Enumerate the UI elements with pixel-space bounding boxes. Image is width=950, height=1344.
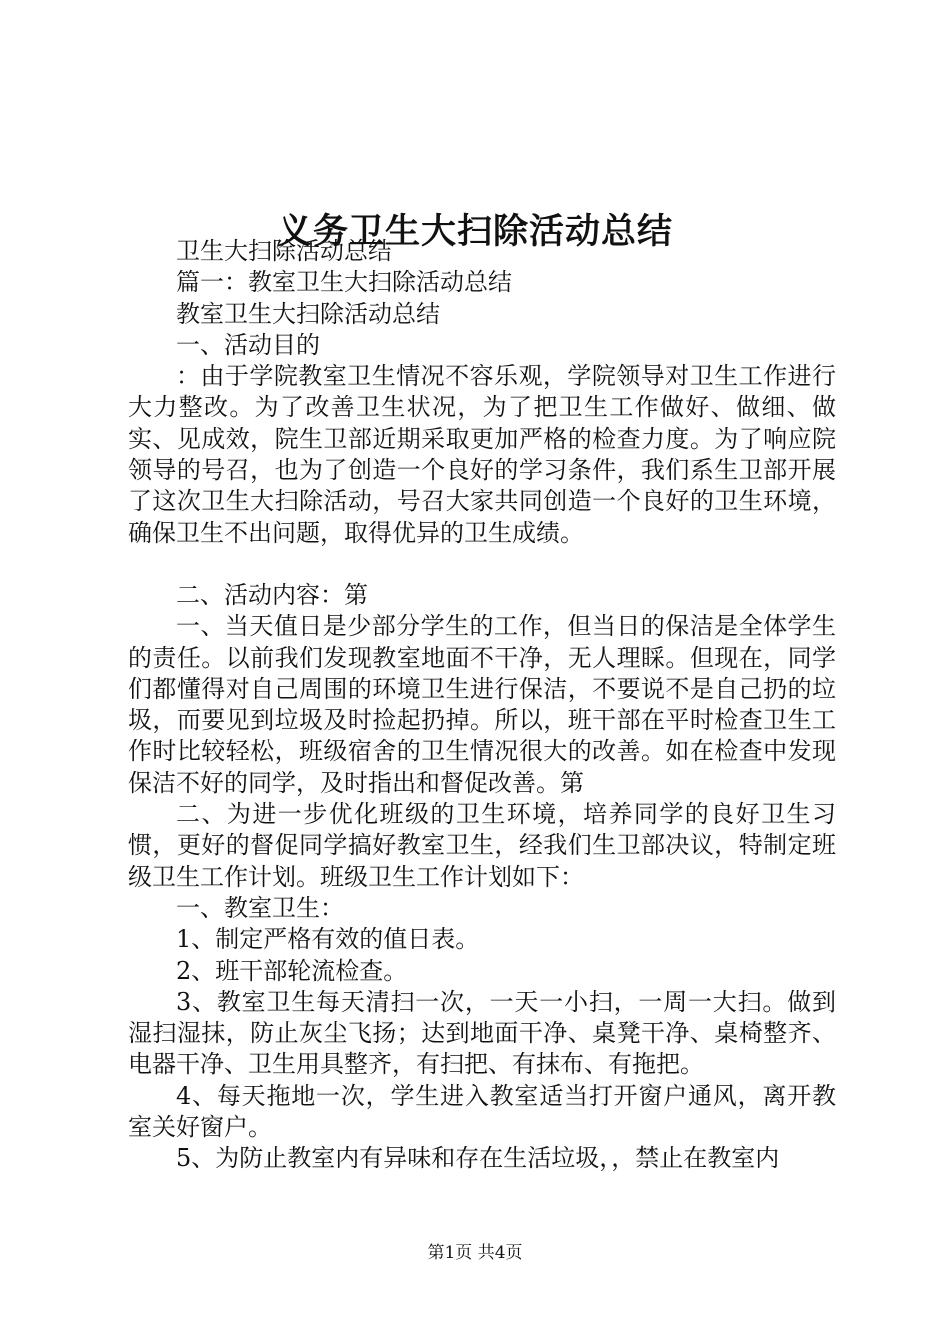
paragraph-item-2: 2、班干部轮流检查。 (176, 956, 408, 985)
paragraph-classroom-heading: 一、教室卫生： (176, 893, 344, 922)
document-title: 义务卫生大扫除活动总结 (276, 211, 673, 253)
paragraph-content-first: 一、当天值日是少部分学生的工作，但当日的保洁是全体学生的责任。以前我们发现教室地面不干净，无人理睬。但现在，同学们都懂得对自己周围的环境卫生进行保洁，不要说不是自己扔的垃圾，而要见到垃圾及时捡起扔掉。所以，班干部在平时检查卫生工作时比较轻松，班级宿舍的卫生情况很大的改善。如在检查中发现保洁不好的同学，及时指出和督促改善。第 (128, 612, 836, 797)
page-number-footer: 第1页 共4页 (427, 1243, 523, 1263)
paragraph-section-purpose: 一、活动目的 (176, 330, 320, 359)
paragraph-content-second: 二、为进一步优化班级的卫生环境，培养同学的良好卫生习惯，更好的督促同学搞好教室卫生，经我们生卫部决议，特制定班级卫生工作计划。班级卫生工作计划如下： (128, 800, 836, 891)
paragraph-chapter-heading: 篇一：教室卫生大扫除活动总结 (176, 268, 512, 297)
paragraph-subtitle: 卫生大扫除活动总结 (176, 237, 392, 265)
paragraph-section-content: 二、活动内容：第 (176, 580, 368, 609)
paragraph-item-5: 5、为防止教室内有异味和存在生活垃圾，，禁止在教室内 (176, 1144, 780, 1173)
document-body (128, 236, 836, 1175)
paragraph-purpose-text: ：由于学院教室卫生情况不容乐观，学院领导对卫生工作进行大力整改。为了改善卫生状况，为了把卫生工作做好、做细、做实、见成效，院生卫部近期采取更加严格的检查力度。为了响应院领导的号召，也为了创造一个良好的学习条件，我们系生卫部开展了这次卫生大扫除活动，号召大家共同创造一个良好的卫生环境，确保卫生不出问题，取得优异的卫生成绩。 (128, 362, 836, 547)
paragraph-item-3: 3、教室卫生每天清扫一次，一天一小扫，一周一大扫。做到湿扫湿抹，防止灰尘飞扬；达到地面干净、桌凳干净、桌椅整齐、电器干净、卫生用具整齐，有扫把、有抹布、有拖把。 (128, 987, 836, 1079)
paragraph-item-4: 4、每天拖地一次，学生进入教室适当打开窗户通风，离开教室关好窗户。 (128, 1081, 836, 1142)
paragraph-chapter-title: 教室卫生大扫除活动总结 (176, 299, 440, 328)
paragraph-item-1: 1、制定严格有效的值日表。 (176, 925, 480, 954)
